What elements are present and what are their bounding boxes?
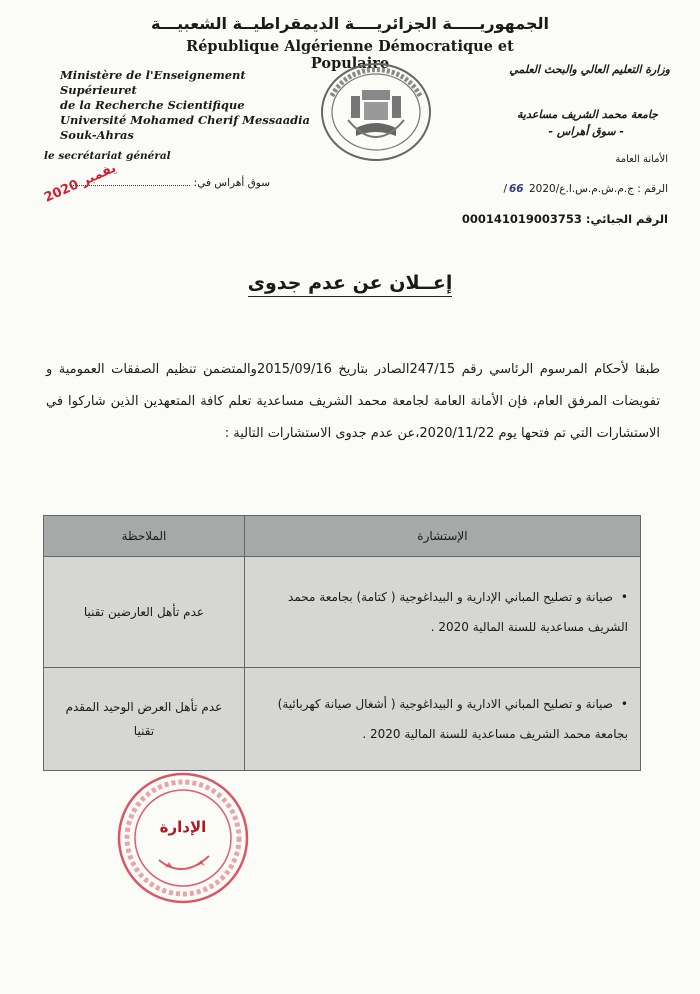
- secretariat-label-fr: le secrétariat général: [44, 150, 171, 162]
- french-institution-block: [60, 68, 320, 143]
- fiscal-number-value: 000141019003753: [461, 212, 582, 226]
- consultation-text: صيانة و تصليح المباني الإدارية و البيداغوجية ( كتامة) بجامعة محمد الشريف مساعدية للسنة المالية 2020 .: [288, 590, 628, 634]
- reference-label: الرقم :: [637, 183, 668, 195]
- consultations-table: [43, 515, 641, 771]
- reference-line: [503, 183, 668, 195]
- arabic-republic-title: الجمهوريـــــة الجزائريــــة الديمقراطيــة الشعبيـــة: [151, 14, 549, 33]
- bullet-icon: •: [620, 697, 628, 711]
- document-title: [150, 272, 550, 294]
- document-title-text: إعــلان عن عدم جدوى: [248, 272, 453, 297]
- fiscal-number-line: [462, 212, 668, 226]
- ministry-line-ar: وزارة التعليم العالي والبحث العلمي: [509, 63, 670, 76]
- french-republic-title: République Algérienne Démocratique et Populaire: [186, 38, 514, 72]
- university-line-fr: Université Mohamed Cherif Messaadia: [60, 113, 311, 127]
- table-row: [44, 668, 641, 771]
- date-stamp: يفمبر 2020: [42, 160, 119, 206]
- administration-seal: [113, 768, 253, 908]
- fiscal-number-label: الرقم الجبائي:: [585, 212, 668, 226]
- remark-cell: عدم تأهل العرض الوحيد المقدم تقنيا: [44, 668, 245, 771]
- announcement-body: طبقا لأحكام المرسوم الرئاسي رقم 247/15الصادر بتاريخ 2015/09/16والمتضمن تنظيم الصفقات العمومية و تفويضات المرفق العام، فإن الأمانة العامة لجامعة محمد الشريف مساعدية تعلم كافة المتعهدين الذين شاركوا في الاستشارات التي تم فتحها يوم 2020/11/22،عن عدم جدوى الاستشارات التالية :: [46, 362, 660, 441]
- remark-cell: عدم تأهل العارضين تقنيا: [44, 557, 245, 668]
- consultation-text: صيانة و تصليح المباني الادارية و البيداغوجية ( أشغال صيانة كهربائية) بجامعة محمد الشريف مساعدية للسنة المالية 2020 .: [277, 697, 628, 741]
- reference-number: 66: [508, 183, 524, 195]
- seal-text: الإدارة: [159, 818, 207, 836]
- arabic-university-block: [418, 106, 658, 140]
- research-line-fr: de la Recherche Scientifique: [60, 98, 245, 112]
- table-row: [44, 557, 641, 668]
- date-label: سوق أهراس في:: [193, 177, 270, 189]
- ministry-line-fr: Ministère de l'Enseignement Supérieuret: [60, 68, 246, 97]
- consultation-cell: [244, 668, 640, 771]
- bullet-icon: •: [620, 590, 628, 604]
- consultation-cell: [244, 557, 640, 668]
- table-header-row: [44, 516, 641, 557]
- university-logo: [318, 62, 434, 166]
- university-line-ar: جامعة محمد الشريف مساعدية: [517, 108, 658, 121]
- city-line-ar: - سوق أهراس -: [548, 125, 624, 138]
- header-consultation: الإستشارة: [244, 516, 640, 557]
- secretariat-label-ar: الأمانة العامة: [615, 154, 668, 165]
- reference-code: /ج.م.ش.م.س.ا.ع/2020: [503, 183, 634, 195]
- city-line-fr: Souk-Ahras: [60, 128, 134, 142]
- header-remark: الملاحظة: [44, 516, 245, 557]
